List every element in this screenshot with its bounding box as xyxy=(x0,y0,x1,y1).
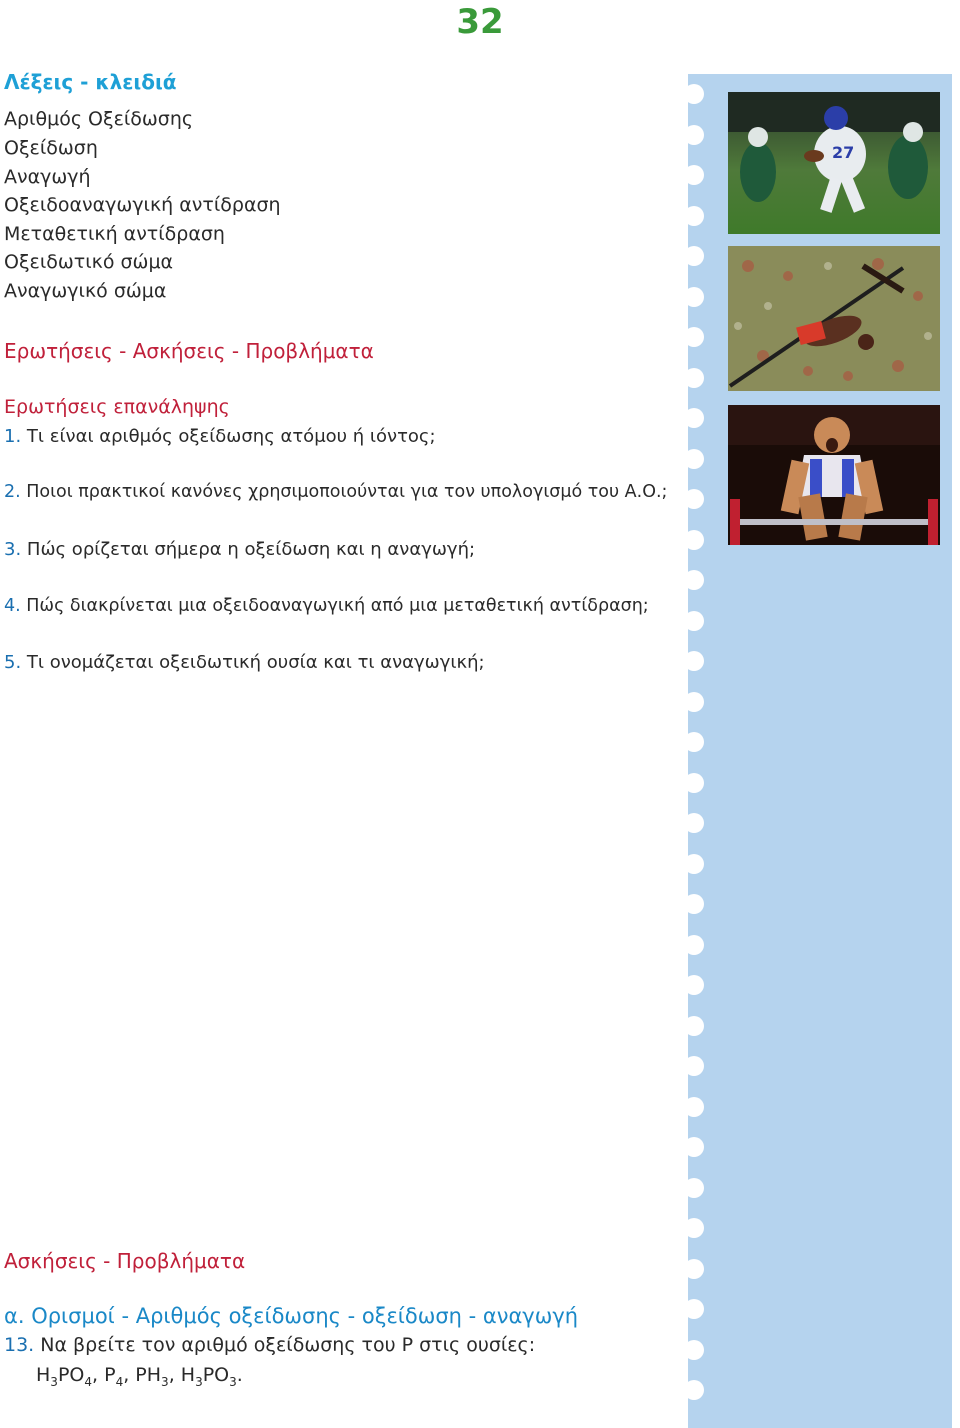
formula-text: H xyxy=(36,1364,51,1386)
binder-hole xyxy=(684,449,704,469)
question-text: Ποιοι πρακτικοί κανόνες χρησιμοποιούνται για τον υπολογισμό του Α.Ο.; xyxy=(20,482,668,502)
keywords-heading: Λέξεις - κλειδιά xyxy=(4,70,177,94)
binder-hole xyxy=(684,1137,704,1157)
formula-subscript: 4 xyxy=(84,1374,92,1389)
question-text: Τι ονομάζεται οξειδωτική ουσία και τι αναγωγική; xyxy=(21,652,485,673)
binder-hole xyxy=(684,1097,704,1117)
question-number: 5. xyxy=(4,652,22,673)
formula-text: PH xyxy=(135,1364,162,1386)
pole-vault-photo xyxy=(728,246,940,391)
binder-hole xyxy=(684,975,704,995)
chemical-formula xyxy=(104,1364,124,1389)
problem-text: Να βρείτε τον αριθμό οξείδωσης του P στις ουσίες: xyxy=(34,1334,536,1356)
page-number: 32 xyxy=(456,2,504,42)
formula-separator: , xyxy=(92,1364,105,1386)
question-5 xyxy=(4,652,485,673)
weightlifter-photo-icon xyxy=(728,405,940,545)
formula-subscript: 3 xyxy=(161,1374,169,1389)
binder-hole xyxy=(684,287,704,307)
question-2 xyxy=(4,482,667,502)
binder-hole xyxy=(684,408,704,428)
question-text: Πώς ορίζεται σήμερα η οξείδωση και η αναγωγή; xyxy=(21,539,476,560)
question-text: Πώς διακρίνεται μια οξειδοαναγωγική από μια μεταθετική αντίδραση; xyxy=(20,596,649,616)
football-photo xyxy=(728,92,940,234)
binder-hole xyxy=(684,773,704,793)
chemical-formula xyxy=(36,1364,92,1389)
binder-hole xyxy=(684,935,704,955)
binder-hole xyxy=(684,813,704,833)
binder-hole xyxy=(684,611,704,631)
formula-text: PO xyxy=(202,1364,230,1386)
exercises-subheading: α. Ορισμοί - Αριθμός οξείδωσης - οξείδωση - αναγωγή xyxy=(4,1304,579,1328)
question-1 xyxy=(4,426,436,447)
binder-hole xyxy=(684,206,704,226)
binder-hole xyxy=(684,894,704,914)
formula-text: PO xyxy=(57,1364,85,1386)
binder-hole xyxy=(684,1056,704,1076)
keyword-item: Μεταθετική αντίδραση xyxy=(4,223,225,245)
keyword-item: Αναγωγικό σώμα xyxy=(4,280,167,302)
football-player-photo-icon xyxy=(728,92,940,234)
question-3 xyxy=(4,539,475,560)
question-4 xyxy=(4,596,649,616)
exercises-heading: Ασκήσεις - Προβλήματα xyxy=(4,1249,246,1273)
problem-number: 13. xyxy=(4,1334,35,1356)
binder-hole xyxy=(684,125,704,145)
question-number: 1. xyxy=(4,426,22,447)
binder-hole xyxy=(684,692,704,712)
question-number: 2. xyxy=(4,482,21,502)
binder-hole xyxy=(684,1016,704,1036)
formula-separator: , xyxy=(123,1364,136,1386)
keyword-item: Οξειδωτικό σώμα xyxy=(4,251,174,273)
svg-text:27: 27 xyxy=(832,143,855,162)
binder-hole xyxy=(684,570,704,590)
problem-13 xyxy=(4,1334,535,1356)
binder-hole xyxy=(684,1259,704,1279)
formula-separator: , xyxy=(168,1364,181,1386)
keyword-item: Οξειδοαναγωγική αντίδραση xyxy=(4,194,281,216)
binder-hole xyxy=(684,1218,704,1238)
binder-holes xyxy=(684,74,708,1428)
review-questions-heading: Ερωτήσεις επανάληψης xyxy=(4,396,230,418)
pole-vaulter-photo-icon xyxy=(728,246,940,391)
question-number: 4. xyxy=(4,596,21,616)
binder-hole xyxy=(684,327,704,347)
formula-text: H xyxy=(180,1364,196,1386)
binder-hole xyxy=(684,732,704,752)
questions-section-heading: Ερωτήσεις - Ασκήσεις - Προβλήματα xyxy=(4,339,374,363)
keyword-item: Οξείδωση xyxy=(4,137,98,159)
question-number: 3. xyxy=(4,539,22,560)
binder-hole xyxy=(684,530,704,550)
formula-subscript: 3 xyxy=(229,1374,237,1389)
binder-hole xyxy=(684,246,704,266)
binder-hole xyxy=(684,651,704,671)
chemical-formula xyxy=(135,1364,169,1389)
binder-hole xyxy=(684,165,704,185)
formula-text: P xyxy=(104,1364,116,1386)
binder-hole xyxy=(684,489,704,509)
formula-subscript: 3 xyxy=(50,1374,58,1389)
question-text: Τι είναι αριθμός οξείδωσης ατόμου ή ιόντος; xyxy=(21,426,436,447)
keyword-item: Αναγωγή xyxy=(4,166,91,188)
binder-hole xyxy=(684,368,704,388)
binder-hole xyxy=(684,1380,704,1400)
formula-separator: . xyxy=(236,1364,243,1386)
binder-hole xyxy=(684,1340,704,1360)
formula-list xyxy=(36,1364,243,1389)
binder-hole xyxy=(684,1299,704,1319)
binder-hole xyxy=(684,84,704,104)
binder-hole xyxy=(684,1178,704,1198)
weightlifting-photo xyxy=(728,405,940,545)
chemical-formula xyxy=(180,1364,237,1389)
formula-subscript: 4 xyxy=(115,1374,124,1389)
keyword-item: Αριθμός Οξείδωσης xyxy=(4,108,194,130)
formula-subscript: 3 xyxy=(195,1374,203,1389)
binder-hole xyxy=(684,854,704,874)
